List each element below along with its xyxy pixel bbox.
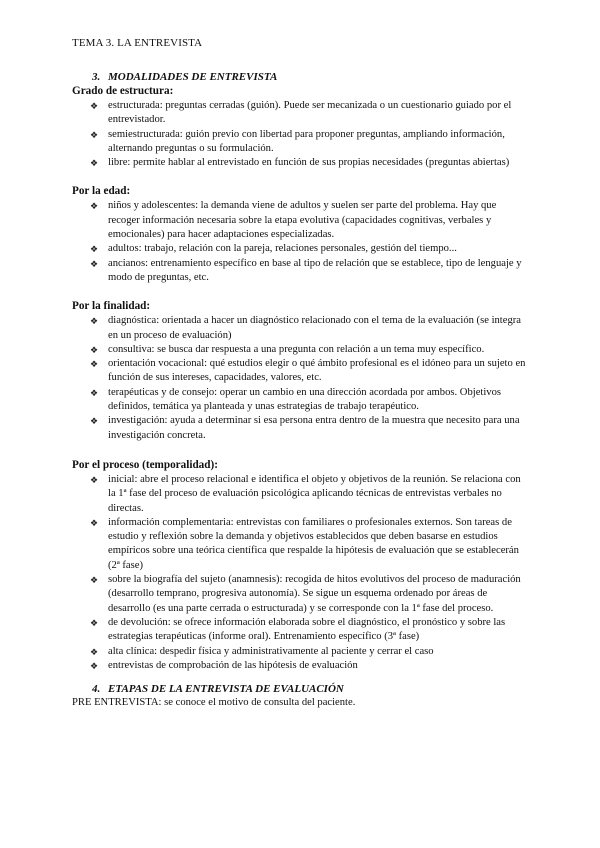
section-4-number: 4. bbox=[92, 683, 101, 696]
grado-heading: Grado de estructura: bbox=[72, 85, 174, 97]
list-item bbox=[72, 257, 528, 286]
list-item-text: libre: permite hablar al entrevistado en función de sus propias necesidades (preguntas abiertas) bbox=[108, 157, 510, 169]
list-item-text: estructurada: preguntas cerradas (guión). Puede ser mecanizada o un cuestionario guiado por el entrevistador. bbox=[108, 100, 512, 126]
list-item-text: terapéuticas y de consejo: operar un cambio en una dirección acordada por ambos. Objetivos definidos, temática ya planteada y unas estrategias de trabajo terapéutico. bbox=[108, 386, 501, 413]
list-item bbox=[72, 242, 528, 256]
list-item bbox=[72, 357, 528, 386]
list-item-text: adultos: trabajo, relación con la pareja, relaciones personales, gestión del tiempo... bbox=[108, 243, 457, 255]
list-item bbox=[72, 659, 528, 673]
diamond-bullet-icon: ❖ bbox=[90, 201, 99, 212]
diamond-bullet-icon: ❖ bbox=[90, 316, 99, 327]
proceso-heading: Por el proceso (temporalidad): bbox=[72, 458, 218, 471]
list-item-text: consultiva: se busca dar respuesta a una pregunta con relación a un tema muy específico. bbox=[108, 343, 485, 355]
diamond-bullet-icon: ❖ bbox=[90, 359, 99, 370]
list-item-text: de devolución: se ofrece información elaborada sobre el diagnóstico, el pronóstico y sobre las estrategias terapéuticas (informe oral). Entrenamiento específico (3ª fase) bbox=[108, 616, 506, 643]
list-item-text: alta clínica: despedir física y administrativamente al paciente y cerrar el caso bbox=[108, 645, 434, 657]
list-item bbox=[72, 314, 528, 343]
page-header: TEMA 3. LA ENTREVISTA bbox=[72, 37, 203, 49]
section-3-title bbox=[92, 70, 528, 84]
list-item-text: inicial: abre el proceso relacional e identifica el objeto y objetivos de la reunión. Se relaciona con la 1ª fase del proceso de evaluación psicológica aplicando técnicas de entrevistas verbales no directas. bbox=[108, 473, 521, 514]
proceso-list bbox=[72, 473, 528, 673]
list-item bbox=[72, 386, 528, 415]
list-item bbox=[72, 573, 528, 616]
edad-list bbox=[72, 199, 528, 285]
list-item bbox=[72, 156, 528, 170]
list-item bbox=[72, 414, 528, 443]
diamond-bullet-icon: ❖ bbox=[90, 416, 99, 427]
diamond-bullet-icon: ❖ bbox=[90, 517, 99, 528]
diamond-bullet-icon: ❖ bbox=[90, 474, 99, 485]
edad-heading: Por la edad: bbox=[72, 185, 131, 198]
section-3-label: MODALIDADES DE ENTREVISTA bbox=[108, 71, 278, 83]
diamond-bullet-icon: ❖ bbox=[90, 244, 99, 255]
list-item-text: niños y adolescentes: la demanda viene de adultos y suelen ser parte del problema. Hay que recoger información necesaria sobre la etapa evolutiva (capacidades cognitivas, verbales y emocionales) para hacer adaptaciones especializadas. bbox=[108, 200, 497, 241]
diamond-bullet-icon: ❖ bbox=[90, 258, 99, 269]
diamond-bullet-icon: ❖ bbox=[90, 617, 99, 628]
finalidad-heading: Por la finalidad: bbox=[72, 300, 151, 313]
section-3-number: 3. bbox=[92, 71, 101, 83]
list-item-text: ancianos: entrenamiento específico en base al tipo de relación que se establece, tipo de lenguaje y modo de preguntas, etc. bbox=[108, 257, 522, 283]
list-item bbox=[72, 473, 528, 516]
list-item-text: semiestructurada: guión previo con libertad para proponer preguntas, ampliando información, alternando preguntas o su formulación. bbox=[108, 128, 505, 154]
list-item bbox=[72, 645, 528, 659]
list-item bbox=[72, 99, 528, 128]
diamond-bullet-icon: ❖ bbox=[90, 101, 99, 111]
list-item bbox=[72, 343, 528, 357]
diamond-bullet-icon: ❖ bbox=[90, 344, 99, 355]
finalidad-list bbox=[72, 314, 528, 443]
list-item bbox=[72, 516, 528, 573]
list-item-text: entrevistas de comprobación de las hipótesis de evaluación bbox=[108, 659, 358, 671]
diamond-bullet-icon: ❖ bbox=[90, 387, 99, 398]
list-item-text: información complementaria: entrevistas con familiares o profesionales externos. Son tareas de estudio y reflexión sobre la demanda y objetivos establecidos que deben basarse en estudios empíricos sobre una teórica científica que respalde la hipótesis de evaluación que se establecerán (2ª fase) bbox=[108, 516, 519, 571]
list-item-text: investigación: ayuda a determinar si esa persona entra dentro de la muestra que necesito para una investigación concreta. bbox=[108, 415, 520, 441]
section-4-label: ETAPAS DE LA ENTREVISTA DE EVALUACIÓN bbox=[108, 683, 344, 696]
list-item-text: orientación vocacional: qué estudios elegir o qué ámbito profesional es el idóneo para un sujeto en función de sus intereses, capacidades, valores, etc. bbox=[108, 358, 526, 384]
list-item-text: sobre la biografía del sujeto (anamnesis): recogida de hitos evolutivos del proceso de maduración (desarrollo temprano, progresiva autonomía). Se sigue un esquema ordenado por áreas de desarrollo (es una parte cerrada o estructurada) y se corresponde con la 1ª fase del proceso. bbox=[108, 574, 521, 614]
diamond-bullet-icon: ❖ bbox=[90, 646, 99, 657]
list-item bbox=[72, 199, 528, 242]
diamond-bullet-icon: ❖ bbox=[90, 158, 99, 169]
pre-entrevista-text: PRE ENTREVISTA: se conoce el motivo de consulta del paciente. bbox=[72, 697, 356, 709]
section-4-title bbox=[92, 682, 528, 696]
diamond-bullet-icon: ❖ bbox=[90, 129, 99, 140]
document-content bbox=[72, 70, 528, 710]
list-item bbox=[72, 616, 528, 645]
grado-list bbox=[72, 99, 528, 170]
diamond-bullet-icon: ❖ bbox=[90, 660, 99, 671]
list-item-text: diagnóstica: orientada a hacer un diagnóstico relacionado con el tema de la evaluación (se integra en un proceso de evaluación) bbox=[108, 315, 521, 341]
diamond-bullet-icon: ❖ bbox=[90, 575, 99, 586]
list-item bbox=[72, 128, 528, 157]
